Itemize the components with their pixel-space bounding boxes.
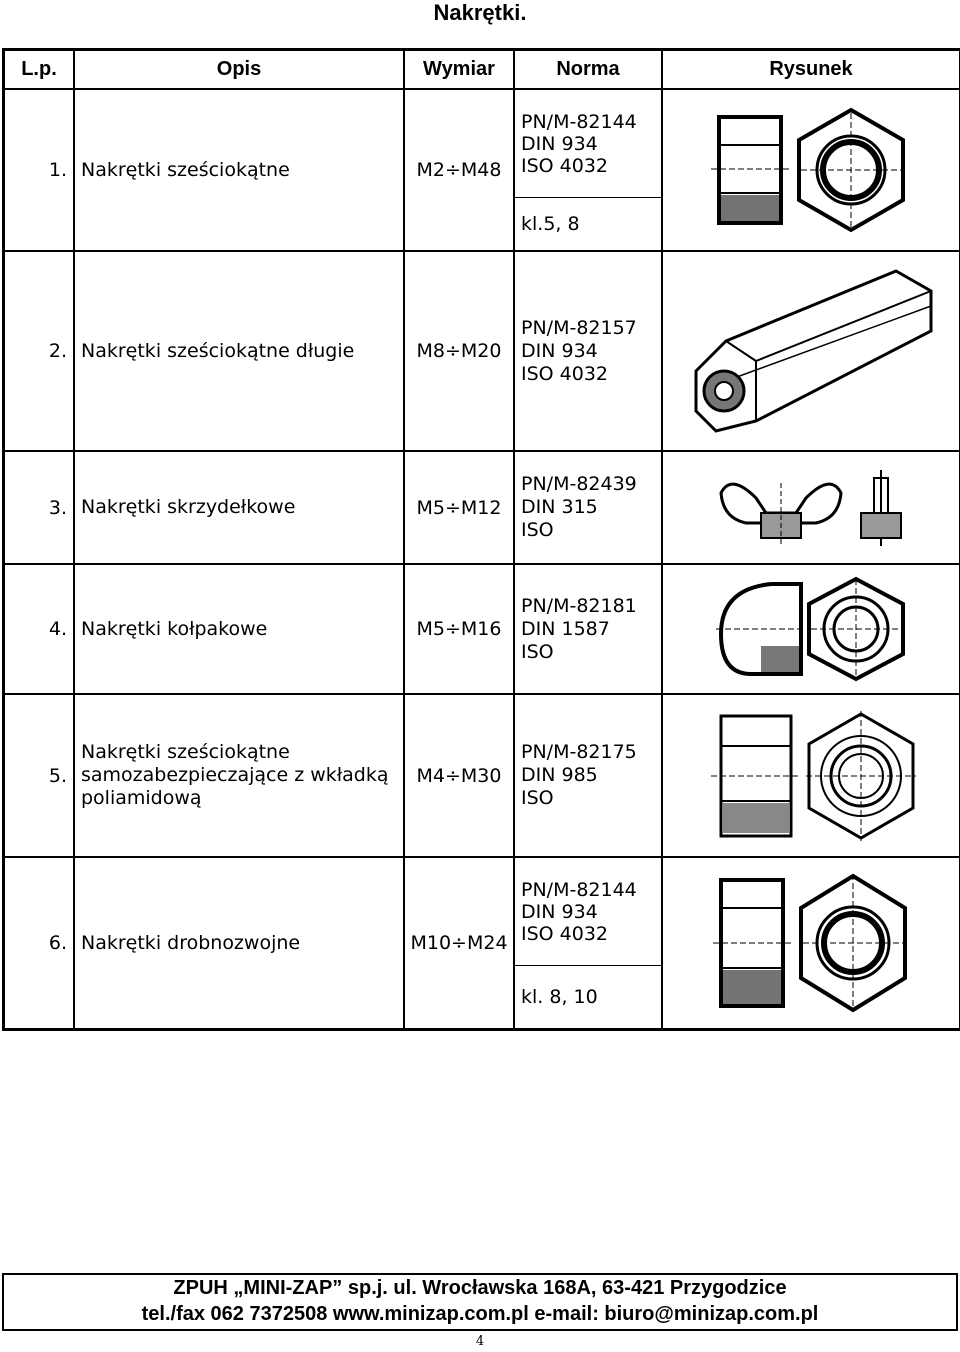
row-description: Nakrętki skrzydełkowe — [74, 451, 404, 564]
page-title: Nakrętki. — [433, 0, 527, 25]
row-number: 1. — [4, 89, 74, 251]
row-norm: PN/M-82157 DIN 934 ISO 4032 — [514, 251, 662, 451]
header-rysunek: Rysunek — [662, 50, 960, 89]
row-dimension: M5÷M16 — [404, 564, 514, 694]
table-row — [4, 451, 960, 564]
table-row — [4, 251, 960, 451]
nylon-insert-nut-icon — [701, 706, 921, 846]
row-description: Nakrętki drobnozwojne — [74, 857, 404, 1029]
row-drawing — [662, 451, 960, 564]
footer-address: ZPUH „MINI-ZAP” sp.j. ul. Wrocławska 168A, 63-421 Przygodzice — [173, 1277, 787, 1299]
row-norm: PN/M-82144 DIN 934 ISO 4032 kl.5, 8 — [514, 89, 662, 251]
table-row — [4, 694, 960, 857]
row-description: Nakrętki sześciokątne — [74, 89, 404, 251]
row-norm: PN/M-82175 DIN 985 ISO — [514, 694, 662, 857]
row-drawing — [662, 694, 960, 857]
header-wymiar: Wymiar — [404, 50, 514, 89]
hex-nut-icon — [711, 105, 911, 235]
row-number: 5. — [4, 694, 74, 857]
row-dimension: M5÷M12 — [404, 451, 514, 564]
wing-nut-icon — [711, 468, 911, 548]
row-drawing — [662, 251, 960, 451]
row-class: kl.5, 8 — [521, 213, 580, 235]
row-norm: PN/M-82181 DIN 1587 ISO — [514, 564, 662, 694]
company-footer — [2, 1273, 958, 1331]
table-row — [4, 89, 960, 251]
row-dimension: M4÷M30 — [404, 694, 514, 857]
row-drawing — [662, 89, 960, 251]
row-drawing — [662, 564, 960, 694]
row-description: Nakrętki sześciokątne samozabezpieczające z wkładką poliamidową — [74, 694, 404, 857]
table-row — [4, 857, 960, 1029]
header-opis: Opis — [74, 50, 404, 89]
nuts-table — [2, 48, 960, 1031]
row-drawing — [662, 857, 960, 1029]
row-description: Nakrętki sześciokątne długie — [74, 251, 404, 451]
row-class: kl. 8, 10 — [521, 986, 598, 1008]
cap-nut-icon — [711, 574, 911, 684]
header-norma: Norma — [514, 50, 662, 89]
row-norm: PN/M-82144 DIN 934 ISO 4032 kl. 8, 10 — [514, 857, 662, 1029]
footer-contact: tel./fax 062 7372508 www.minizap.com.pl e-mail: biuro@minizap.com.pl — [141, 1303, 819, 1325]
row-dimension: M10÷M24 — [404, 857, 514, 1029]
row-number: 4. — [4, 564, 74, 694]
row-dimension: M8÷M20 — [404, 251, 514, 451]
row-dimension: M2÷M48 — [404, 89, 514, 251]
row-number: 3. — [4, 451, 74, 564]
fine-thread-nut-icon — [711, 868, 911, 1018]
page-number: 4 — [475, 1334, 485, 1349]
row-description: Nakrętki kołpakowe — [74, 564, 404, 694]
header-lp: L.p. — [4, 50, 74, 89]
table-row — [4, 564, 960, 694]
row-number: 2. — [4, 251, 74, 451]
table-header-row — [4, 50, 960, 89]
row-norm: PN/M-82439 DIN 315 ISO — [514, 451, 662, 564]
row-number: 6. — [4, 857, 74, 1029]
long-hex-nut-icon — [686, 261, 936, 441]
